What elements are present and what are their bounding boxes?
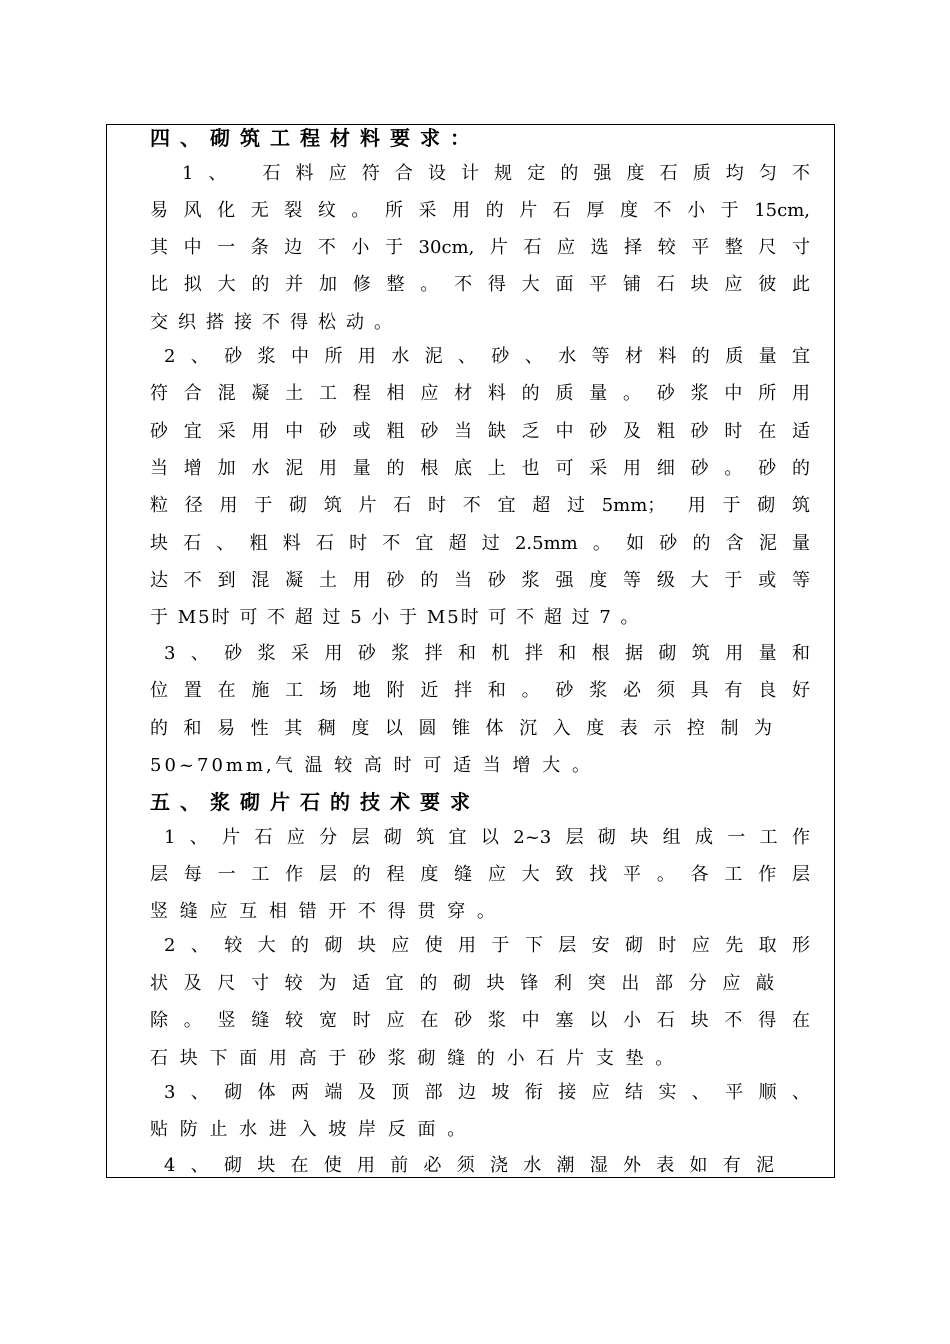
- paragraph-line: 1、 石料应符合设计规定的强度石质均匀不: [182, 163, 810, 184]
- paragraph-line: 交织搭接不得松动。: [150, 312, 402, 333]
- paragraph-line: 砂宜采用中砂或粗砂当缺乏中砂及粗砂时在适: [150, 421, 810, 442]
- paragraph-line: 位置在施工场地附近拌和。砂浆必须具有良好: [150, 680, 810, 701]
- paragraph-line: 粒径用于砌筑片石时不宜超过5mm； 用于砌筑: [150, 495, 810, 516]
- paragraph-line: 达不到混凝土用砂的当砂浆强度等级大于或等: [150, 570, 810, 591]
- paragraph-line: 2、较大的砌块应使用于下层安砌时应先取形: [164, 935, 810, 956]
- section-four-title: 四、砌筑工程材料要求：: [150, 126, 480, 150]
- paragraph-line: 易风化无裂纹。所采用的片石厚度不小于15cm,: [150, 200, 810, 221]
- paragraph-line: 贴 防 止 水 进 入 坡 岸 反 面 。: [150, 1119, 469, 1140]
- paragraph-line: 竖 缝 应 互 相 错 开 不 得 贯 穿 。: [150, 901, 498, 922]
- paragraph-line: 1、片石应分层砌筑宜以2~3层砌块组成一工作: [164, 827, 810, 848]
- paragraph-line: 4、砌块在使用前必须浇水潮湿外表如有泥: [164, 1155, 774, 1176]
- paragraph-line: 状及尺寸较为适宜的砌块锋利突出部分应敲: [150, 973, 774, 994]
- paragraph-line: 块石、粗料石时不宜超过2.5mm。如砂的含泥量: [150, 533, 810, 554]
- paragraph-line: 3、砂浆采用砂浆拌和机拌和根据砌筑用量和: [164, 643, 810, 664]
- paragraph-line: 比拟大的并加修整。不得大面平铺石块应彼此: [150, 274, 810, 295]
- paragraph-line: 2、砂浆中所用水泥、砂、水等材料的质量宜: [164, 346, 810, 367]
- section-five-title: 五、浆砌片石的技术要求: [150, 790, 480, 814]
- paragraph-line: 除。竖缝较宽时应在砂浆中塞以小石块不得在: [150, 1010, 810, 1031]
- paragraph-line: 层每一工作层的程度缝应大致找平。各工作层: [150, 864, 810, 885]
- paragraph-line: 符合混凝土工程相应材料的质量。砂浆中所用: [150, 383, 810, 404]
- paragraph-line: 石 块 下 面 用 高 于 砂 浆 砌 缝 的 小 石 片 支 垫 。: [150, 1048, 677, 1069]
- paragraph-line: 其中一条边不小于30cm,片石应选择较平整尺寸: [150, 237, 810, 258]
- paragraph-line: 50~70mm,气 温 较 高 时 可 适 当 增 大 。: [150, 755, 593, 776]
- paragraph-line: 当增加水泥用量的根底上也可采用细砂。砂的: [150, 458, 810, 479]
- paragraph-line: 于 M5时 可 不 超 过 5 小 于 M5时 可 不 超 过 7 。: [150, 607, 641, 628]
- paragraph-line: 3、砌体两端及顶部边坡衔接应结实、平顺、: [164, 1082, 810, 1103]
- paragraph-line: 的和易性其稠度以圆锥体沉入度表示控制为: [150, 718, 772, 739]
